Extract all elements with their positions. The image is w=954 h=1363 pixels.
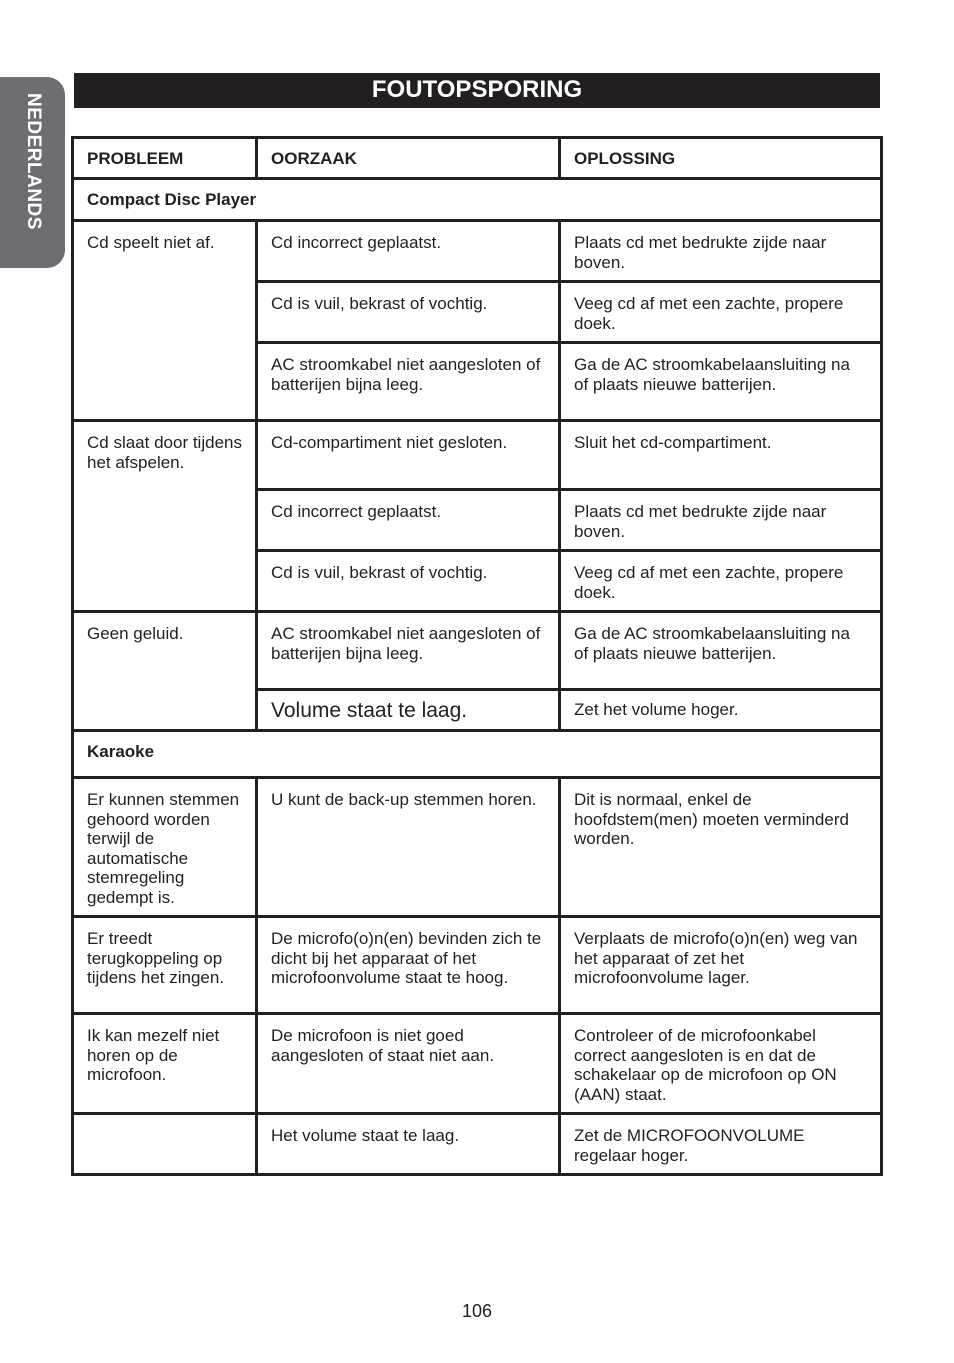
header-cause: OORZAAK (257, 138, 560, 179)
solution-cell: Plaats cd met bedrukte zijde naar boven. (560, 490, 882, 551)
solution-cell: Ga de AC stroomkabelaansluiting na of plaats nieuwe batterijen. (560, 343, 882, 421)
language-side-tab (0, 77, 65, 268)
cause-cell: De microfoon is niet goed aangesloten of staat niet aan. (257, 1014, 560, 1114)
problem-cell: Er treedt terugkoppeling op tijdens het zingen. (73, 917, 257, 1014)
solution-cell: Veeg cd af met een zachte, propere doek. (560, 551, 882, 612)
problem-cell (73, 1114, 257, 1175)
problem-cell: Cd slaat door tijdens het afspelen. (73, 421, 257, 612)
table-row (73, 1114, 882, 1175)
table-row (73, 612, 882, 690)
page-title: FOUTOPSPORING (74, 73, 880, 108)
header-solution: OPLOSSING (560, 138, 882, 179)
solution-cell: Zet de MICROFOONVOLUME regelaar hoger. (560, 1114, 882, 1175)
problem-cell: Er kunnen stemmen gehoord worden terwijl de automatische stemregeling gedempt is. (73, 778, 257, 917)
cause-cell: U kunt de back-up stemmen horen. (257, 778, 560, 917)
problem-cell: Ik kan mezelf niet horen op de microfoon. (73, 1014, 257, 1114)
header-problem: PROBLEEM (73, 138, 257, 179)
cause-cell: Cd-compartiment niet gesloten. (257, 421, 560, 490)
solution-cell: Plaats cd met bedrukte zijde naar boven. (560, 221, 882, 282)
problem-cell: Cd speelt niet af. (73, 221, 257, 421)
table-row (73, 421, 882, 490)
table-row (73, 778, 882, 917)
solution-cell: Veeg cd af met een zachte, propere doek. (560, 282, 882, 343)
problem-cell: Geen geluid. (73, 612, 257, 731)
cause-cell: Cd incorrect geplaatst. (257, 490, 560, 551)
section-title-cd: Compact Disc Player (73, 178, 882, 221)
cause-cell: Volume staat te laag. (257, 690, 560, 731)
cause-cell: Cd incorrect geplaatst. (257, 221, 560, 282)
cause-cell: Cd is vuil, bekrast of vochtig. (257, 282, 560, 343)
table-row (73, 1014, 882, 1114)
solution-cell: Controleer of de microfoonkabel correct aangesloten is en dat de schakelaar op de microfoon op ON (AAN) staat. (560, 1014, 882, 1114)
section-row (73, 731, 882, 778)
troubleshooting-table (71, 136, 883, 1176)
section-title-karaoke: Karaoke (73, 731, 882, 778)
solution-cell: Dit is normaal, enkel de hoofdstem(men) moeten verminderd worden. (560, 778, 882, 917)
cause-cell: Het volume staat te laag. (257, 1114, 560, 1175)
section-row (73, 178, 882, 221)
table-row (73, 917, 882, 1014)
table-row (73, 221, 882, 282)
header-row (73, 138, 882, 179)
solution-cell: Verplaats de microfo(o)n(en) weg van het apparaat of zet het microfoonvolume lager. (560, 917, 882, 1014)
page-number: 106 (461, 1301, 493, 1321)
cause-cell: De microfo(o)n(en) bevinden zich te dicht bij het apparaat of het microfoonvolume staat te hoog. (257, 917, 560, 1014)
solution-cell: Ga de AC stroomkabelaansluiting na of plaats nieuwe batterijen. (560, 612, 882, 690)
solution-cell: Zet het volume hoger. (560, 690, 882, 731)
cause-cell: AC stroomkabel niet aangesloten of batterijen bijna leeg. (257, 343, 560, 421)
cause-cell: Cd is vuil, bekrast of vochtig. (257, 551, 560, 612)
cause-cell: AC stroomkabel niet aangesloten of batterijen bijna leeg. (257, 612, 560, 690)
language-label: NEDERLANDS (23, 93, 44, 230)
solution-cell: Sluit het cd-compartiment. (560, 421, 882, 490)
